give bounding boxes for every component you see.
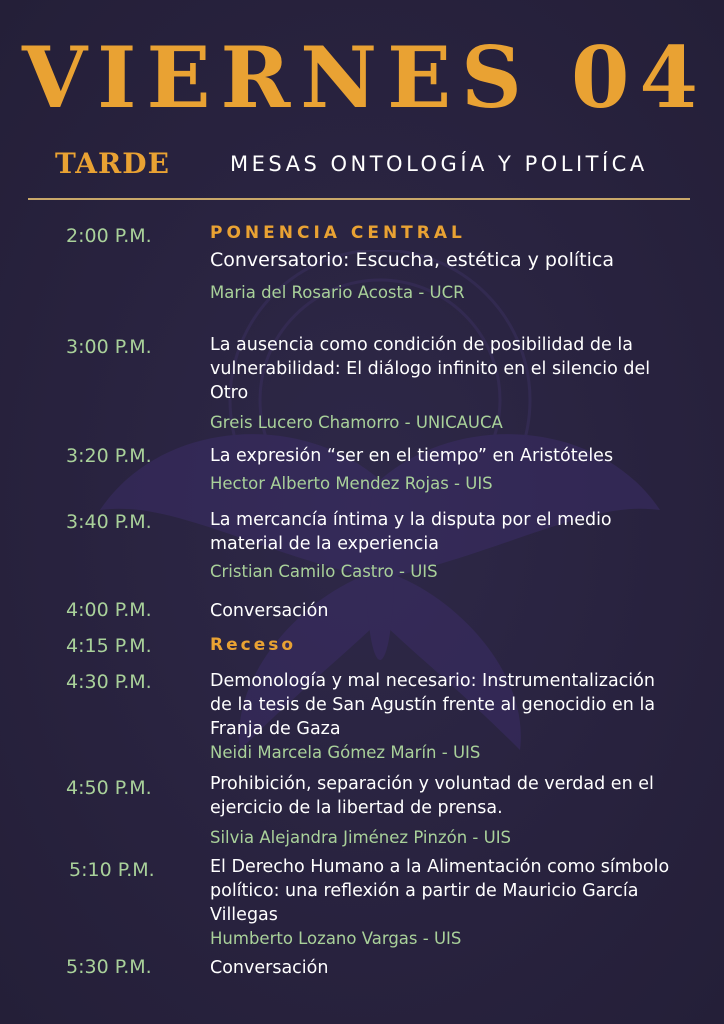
talk-title: Conversación <box>210 958 329 978</box>
time-label: 5:30 P.M. <box>66 956 152 978</box>
item-content <box>210 444 670 496</box>
time-label: 3:00 P.M. <box>66 336 152 358</box>
time-label: 4:15 P.M. <box>66 635 152 657</box>
talk-title: La mercancía íntima y la disputa por el medio material de la experiencia <box>210 510 612 554</box>
session-topic: MESAS ONTOLOGÍA Y POLITÍCA <box>230 152 648 176</box>
talk-title: Conversación <box>210 601 329 621</box>
session-label: TARDE <box>55 147 170 180</box>
talk-title: El Derecho Humano a la Alimentación como símbolo político: una reflexión a partir de Mauricio García Villegas <box>210 857 670 925</box>
time-label: 4:30 P.M. <box>66 671 152 693</box>
speaker-name: Cristian Camilo Castro - UIS <box>210 562 438 581</box>
time-label: 2:00 P.M. <box>66 225 152 247</box>
item-content <box>210 772 670 850</box>
speaker-name: Silvia Alejandra Jiménez Pinzón - UIS <box>210 828 512 847</box>
time-label: 4:50 P.M. <box>66 777 152 799</box>
item-heading: Receso <box>210 635 297 655</box>
page-title: VIERNES 04 <box>22 28 708 127</box>
talk-title: Demonología y mal necesario: Instrumentalización de la tesis de San Agustín frente al genocidio en la Franja de Gaza <box>210 671 656 739</box>
speaker-name: Hector Alberto Mendez Rojas - UIS <box>210 474 493 493</box>
item-content <box>210 222 670 305</box>
time-label: 3:20 P.M. <box>66 445 152 467</box>
item-content <box>210 669 670 765</box>
item-content <box>210 855 670 951</box>
divider <box>28 198 690 200</box>
item-content <box>210 634 670 656</box>
talk-title: Conversatorio: Escucha, estética y política <box>210 249 614 271</box>
item-content <box>210 508 670 584</box>
talk-title: Prohibición, separación y voluntad de verdad en el ejercicio de la libertad de prensa. <box>210 774 654 818</box>
item-content <box>210 956 670 980</box>
speaker-name: Greis Lucero Chamorro - UNICAUCA <box>210 413 503 432</box>
speaker-name: Maria del Rosario Acosta - UCR <box>210 283 465 302</box>
item-content <box>210 599 670 623</box>
time-label: 4:00 P.M. <box>66 599 152 621</box>
talk-title: La expresión “ser en el tiempo” en Aristóteles <box>210 446 614 466</box>
speaker-name: Humberto Lozano Vargas - UIS <box>210 929 462 948</box>
time-label: 3:40 P.M. <box>66 511 152 533</box>
speaker-name: Neidi Marcela Gómez Marín - UIS <box>210 743 481 762</box>
time-label: 5:10 P.M. <box>69 859 155 881</box>
item-heading: PONENCIA CENTRAL <box>210 223 466 243</box>
talk-title: La ausencia como condición de posibilidad de la vulnerabilidad: El diálogo infinito en el silencio del Otro <box>210 335 651 403</box>
item-content <box>210 333 670 435</box>
